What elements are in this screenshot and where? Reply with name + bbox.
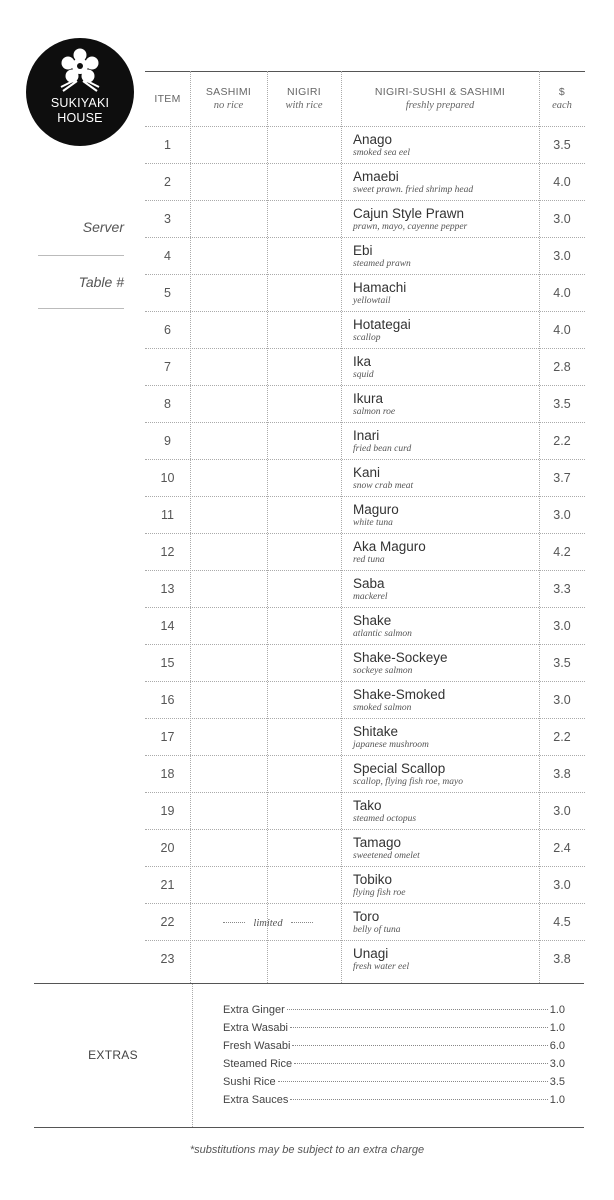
menu-item-row[interactable] [145,608,585,645]
item-name: Anago [353,132,393,147]
item-name: Maguro [353,502,399,517]
leader-dots [287,1009,548,1010]
extras-divider [192,984,193,1127]
item-number: 13 [160,582,175,596]
menu-item-row[interactable] [145,349,585,386]
item-price: 4.0 [553,175,571,189]
extra-item[interactable] [223,1076,565,1094]
item-name: Amaebi [353,169,399,184]
item-description: yellowtail [353,296,391,306]
header-sashimi-sub: no rice [213,100,244,111]
header-nigiri [267,71,341,126]
substitution-footnote: *substitutions may be subject to an extra charge [189,1144,425,1156]
item-name: Shake-Smoked [353,687,446,702]
item-description: scallop, flying fish roe, mayo [353,777,463,787]
menu-item-row[interactable] [145,127,585,164]
menu-item-row[interactable] [145,164,585,201]
brand-line-1: SUKIYAKI [50,96,110,110]
item-name: Ika [353,354,372,369]
item-price: 3.0 [553,804,571,818]
item-number: 16 [160,693,175,707]
header-price-label: $ [558,86,566,98]
sukiyaki-house-logo [26,38,134,146]
extra-name: Extra Wasabi [223,1022,289,1034]
item-price: 4.0 [553,286,571,300]
extra-name: Extra Ginger [223,1004,285,1016]
table-number-line[interactable] [38,308,124,309]
item-price: 2.4 [553,841,571,855]
menu-item-row[interactable] [145,238,585,275]
extra-price: 1.0 [549,1004,565,1016]
item-name: Tobiko [353,872,393,887]
menu-item-row[interactable] [145,201,585,238]
header-price-sub: each [552,100,572,111]
menu-item-row[interactable] [145,460,585,497]
menu-item-row[interactable] [145,682,585,719]
item-price: 4.2 [553,545,571,559]
item-number: 10 [160,471,175,485]
item-number: 7 [164,360,171,374]
item-name: Tamago [353,835,402,850]
item-number: 9 [164,434,171,448]
item-name: Ikura [353,391,384,406]
item-number: 23 [160,952,175,966]
item-price: 3.0 [553,693,571,707]
extra-price: 6.0 [549,1040,565,1052]
extra-name: Sushi Rice [223,1076,276,1088]
item-description: red tuna [353,555,385,565]
extra-price: 3.0 [549,1058,565,1070]
item-name: Shake-Sockeye [353,650,448,665]
table-number-label: Table # [78,274,124,290]
item-number: 3 [164,212,171,226]
item-description: smoked sea eel [353,148,410,158]
limited-label: limited [253,918,283,929]
menu-item-row[interactable] [145,793,585,830]
item-number: 20 [160,841,175,855]
item-number: 22 [160,915,175,929]
item-number: 4 [164,249,171,263]
extra-name: Fresh Wasabi [223,1040,291,1052]
extra-name: Extra Sauces [223,1094,289,1106]
item-description: fried bean curd [353,444,412,454]
menu-item-row[interactable] [145,941,585,978]
item-description: squid [353,370,374,380]
extras-bottom-rule [34,1127,584,1128]
item-number: 17 [160,730,175,744]
server-label: Server [82,219,124,235]
item-number: 8 [164,397,171,411]
menu-item-row[interactable] [145,497,585,534]
header-sashimi-label: SASHIMI [205,86,252,98]
item-price: 3.3 [553,582,571,596]
extra-price: 1.0 [549,1094,565,1106]
leader-dots [290,1099,547,1100]
leader-dots [292,1045,547,1046]
item-description: sweet prawn. fried shrimp head [353,185,474,195]
item-name: Kani [353,465,381,480]
extra-price: 3.5 [549,1076,565,1088]
item-number: 18 [160,767,175,781]
item-price: 3.5 [553,138,571,152]
item-price: 2.2 [553,434,571,448]
item-number: 14 [160,619,175,633]
item-description: white tuna [353,518,393,528]
item-description: sweetened omelet [353,851,420,861]
item-price: 3.8 [553,767,571,781]
item-name: Cajun Style Prawn [353,206,465,221]
plum-blossom-icon [59,47,101,93]
item-description: mackerel [353,592,388,602]
header-sashimi [190,71,267,126]
leader-dots [290,1027,548,1028]
item-price: 3.0 [553,619,571,633]
header-nigiri-sub: with rice [285,100,323,111]
leader-dots [223,922,245,923]
menu-item-row[interactable] [145,571,585,608]
item-price: 2.8 [553,360,571,374]
server-line[interactable] [38,255,124,256]
item-name: Tako [353,798,382,813]
item-name: Saba [353,576,385,591]
item-description: flying fish roe [353,888,406,898]
item-number: 15 [160,656,175,670]
item-price: 3.7 [553,471,571,485]
menu-item-row[interactable] [145,830,585,867]
leader-dots [278,1081,548,1082]
menu-item-row[interactable] [145,645,585,682]
header-combo-sub: freshly prepared [405,100,475,111]
extra-name: Steamed Rice [223,1058,293,1070]
leader-dots [294,1063,548,1064]
header-price [539,71,585,126]
extra-item[interactable] [223,1058,565,1076]
item-name: Toro [353,909,380,924]
item-number: 5 [164,286,171,300]
menu-item-row[interactable] [145,386,585,423]
item-price: 3.0 [553,508,571,522]
brand-name [26,96,134,126]
item-name: Aka Maguro [353,539,426,554]
item-description: prawn, mayo, cayenne pepper [353,222,468,232]
item-number: 19 [160,804,175,818]
menu-item-row[interactable] [145,312,585,349]
header-nigiri-label: NIGIRI [287,86,321,98]
item-name: Shitake [353,724,399,739]
item-name: Special Scallop [353,761,446,776]
menu-item-row[interactable] [145,423,585,460]
item-description: smoked salmon [353,703,412,713]
item-price: 2.2 [553,730,571,744]
item-number: 1 [164,138,171,152]
extra-item[interactable] [223,1040,565,1058]
menu-item-row[interactable] [145,867,585,904]
item-price: 3.8 [553,952,571,966]
item-price: 3.5 [553,397,571,411]
item-price: 3.0 [553,212,571,226]
item-description: atlantic salmon [353,629,412,639]
item-description: steamed prawn [353,259,411,269]
item-name: Shake [353,613,392,628]
header-item-label: ITEM [154,92,181,105]
item-name: Ebi [353,243,373,258]
item-number: 12 [160,545,175,559]
menu-item-row[interactable] [145,719,585,756]
item-name: Unagi [353,946,389,961]
item-number: 21 [160,878,175,892]
header-combo-label: NIGIRI-SUSHI & SASHIMI [374,86,506,98]
item-price: 3.0 [553,878,571,892]
item-price: 4.5 [553,915,571,929]
item-price: 3.5 [553,656,571,670]
item-price: 3.0 [553,249,571,263]
menu-item-row[interactable] [145,534,585,571]
item-description: sockeye salmon [353,666,413,676]
item-description: steamed octopus [353,814,417,824]
extras-label: EXTRAS [88,1048,138,1062]
menu-item-row[interactable] [145,275,585,312]
item-number: 11 [161,508,174,522]
limited-note [208,918,328,929]
extras-top-rule [34,983,584,984]
item-description: belly of tuna [353,925,401,935]
extra-item[interactable] [223,1022,565,1040]
item-number: 2 [164,175,171,189]
item-name: Hamachi [353,280,407,295]
extra-item[interactable] [223,1004,565,1022]
menu-item-row[interactable] [145,756,585,793]
header-item [145,71,190,126]
header-combo [341,71,539,126]
item-description: scallop [353,333,381,343]
extra-item[interactable] [223,1094,565,1112]
item-number: 6 [164,323,171,337]
leader-dots [291,922,313,923]
item-price: 4.0 [553,323,571,337]
item-description: japanese mushroom [353,740,429,750]
extra-price: 1.0 [549,1022,565,1034]
brand-line-2: HOUSE [57,111,103,125]
item-description: snow crab meat [353,481,414,491]
item-name: Hotategai [353,317,411,332]
item-description: salmon roe [353,407,396,417]
item-description: fresh water eel [353,962,410,972]
item-name: Inari [353,428,380,443]
